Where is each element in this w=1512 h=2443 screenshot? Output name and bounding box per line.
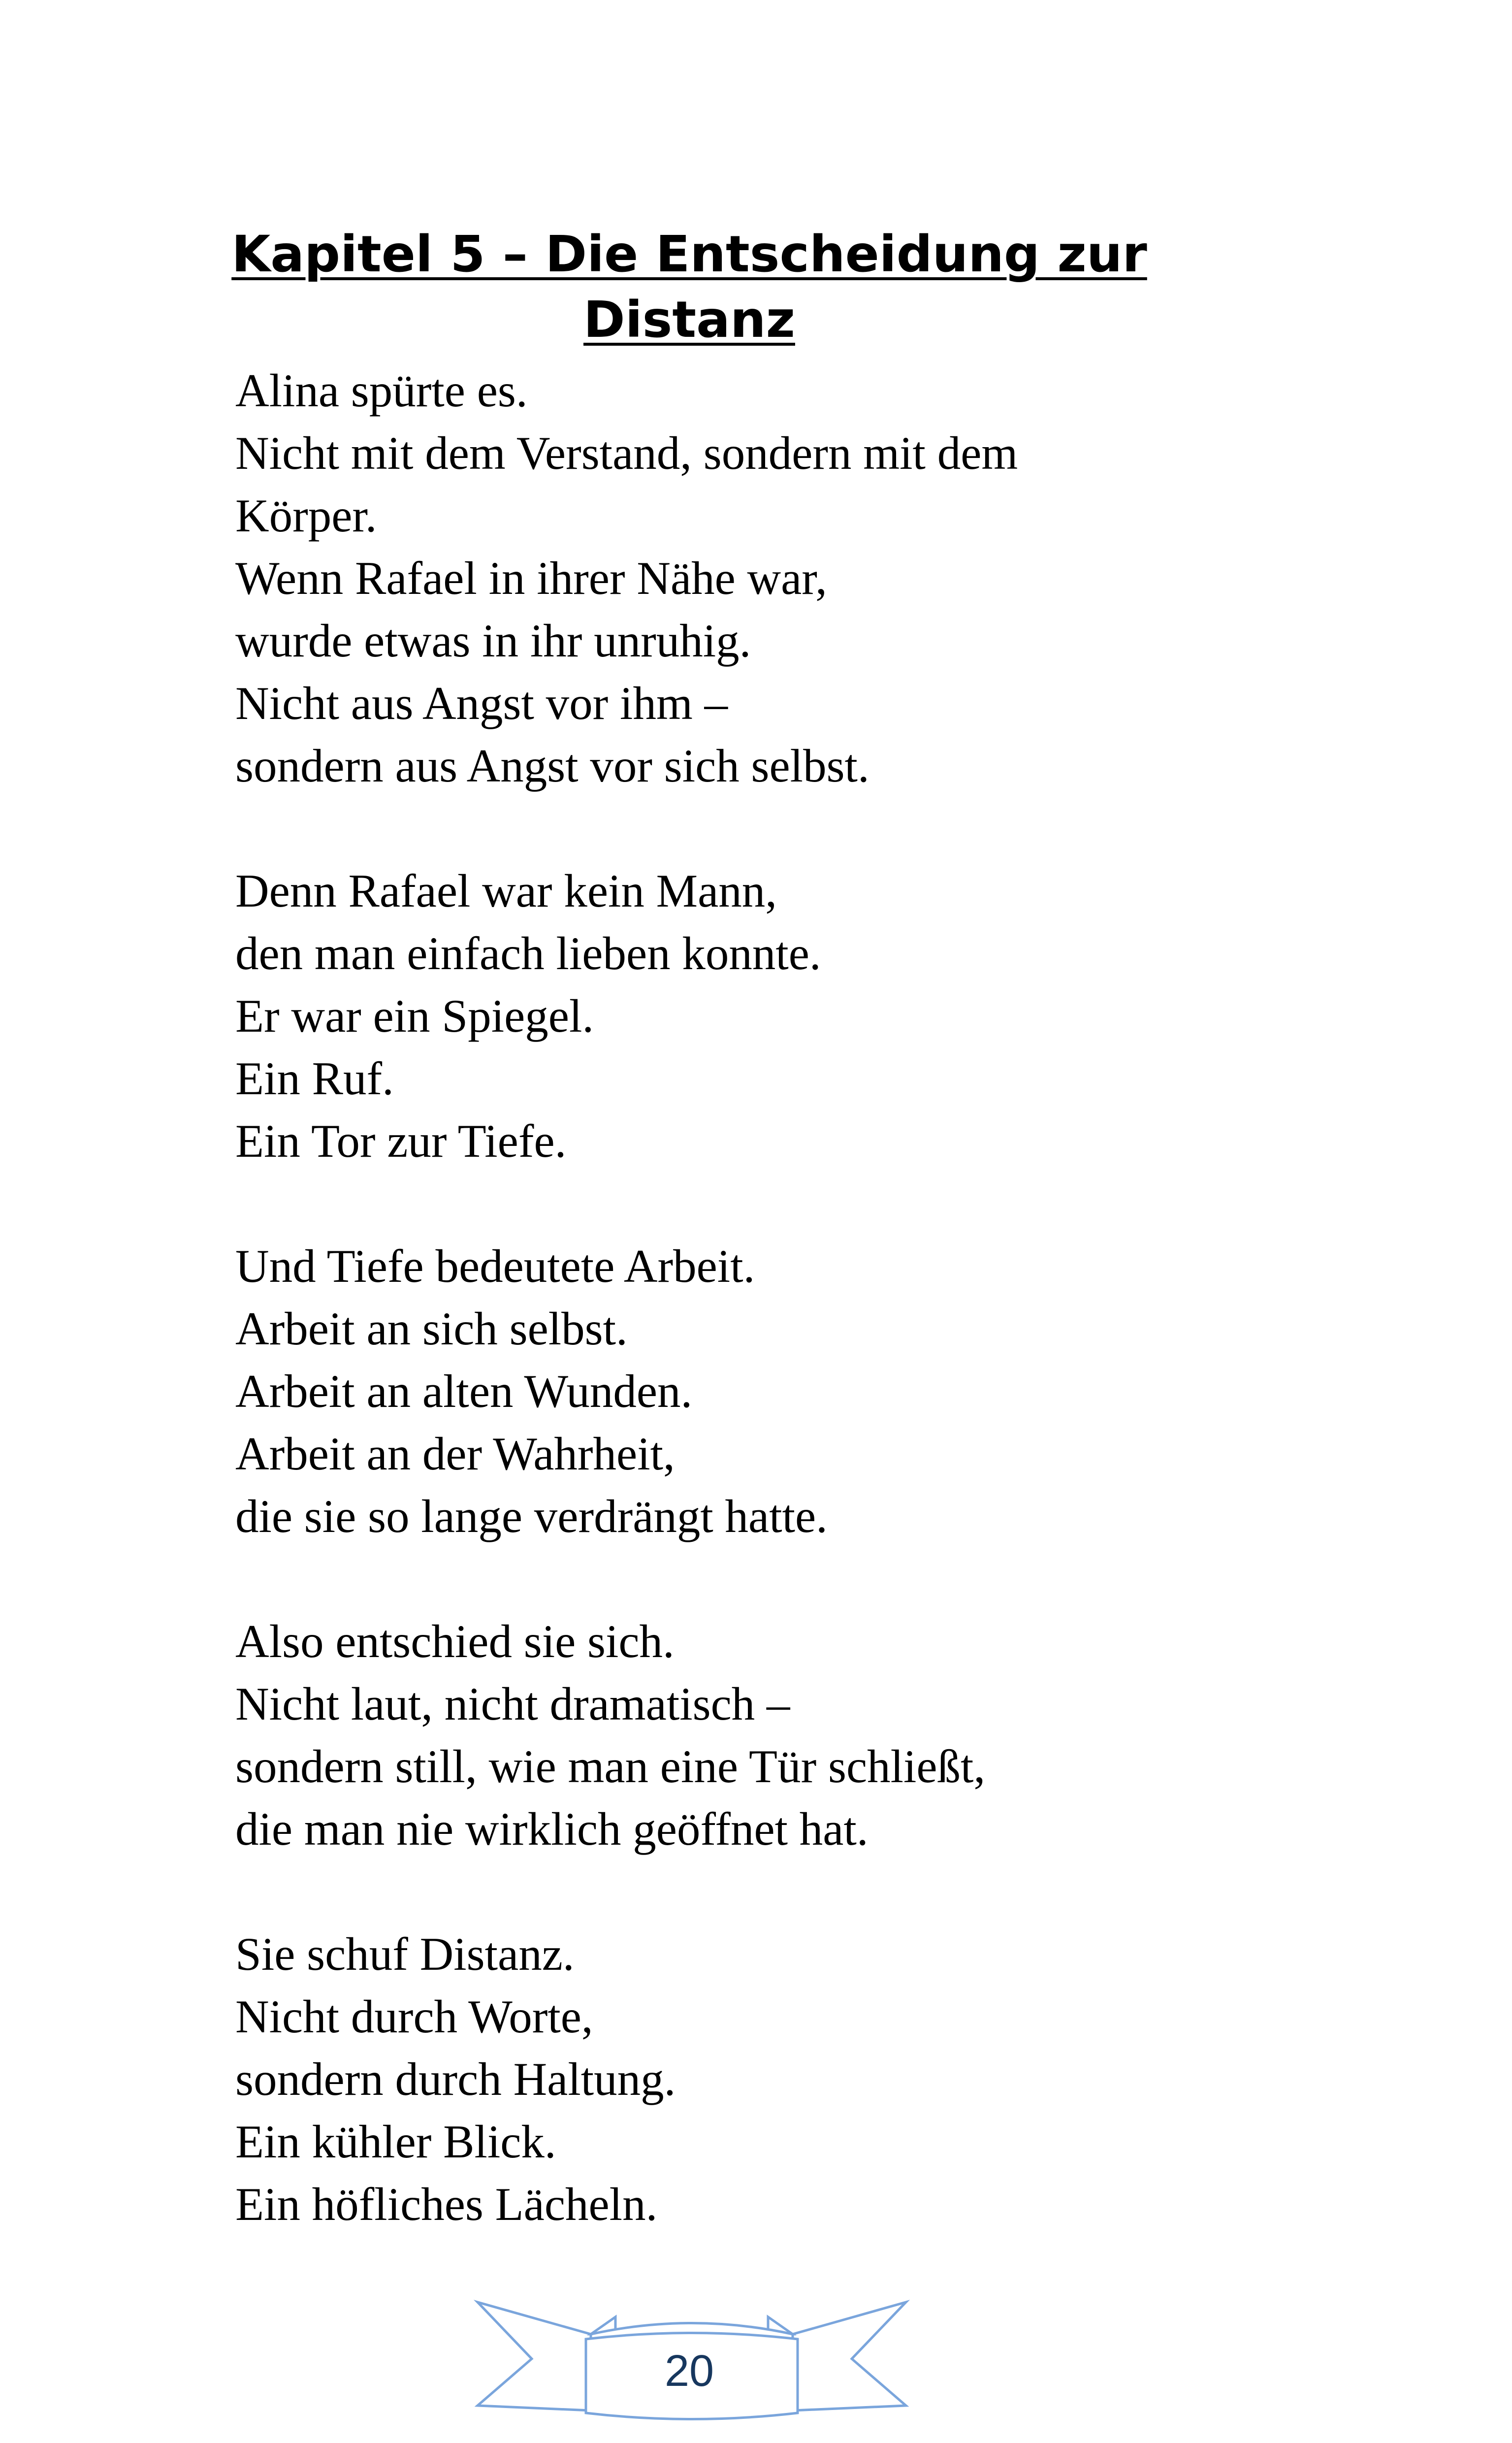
chapter-title: [207, 222, 1172, 353]
text-line: die sie so lange verdrängt hatte.: [235, 1490, 828, 1542]
text-line: wurde etwas in ihr unruhig.: [235, 615, 751, 667]
text-line: Ein höfliches Lächeln.: [235, 2178, 658, 2230]
chapter-title-line-1: Kapitel 5 – Die Entscheidung zur: [231, 225, 1147, 284]
stanza-1: [235, 359, 1294, 797]
stanza-5: [235, 1923, 1294, 2236]
text-line: Sie schuf Distanz.: [235, 1928, 575, 1980]
text-line: die man nie wirklich geöffnet hat.: [235, 1803, 869, 1855]
text-line: Nicht aus Angst vor ihm –: [235, 677, 728, 729]
page-number: 20: [664, 2346, 714, 2396]
text-line: den man einfach lieben konnte.: [235, 927, 821, 979]
text-line: Nicht durch Worte,: [235, 1990, 593, 2043]
text-line: Denn Rafael war kein Mann,: [235, 865, 777, 917]
text-line: Nicht laut, nicht dramatisch –: [235, 1678, 790, 1730]
text-line: sondern still, wie man eine Tür schließt,: [235, 1740, 986, 1792]
text-line: Arbeit an der Wahrheit,: [235, 1428, 675, 1480]
text-line: Und Tiefe bedeutete Arbeit.: [235, 1240, 755, 1292]
text-line: Arbeit an sich selbst.: [235, 1303, 628, 1355]
stanza-2: [235, 860, 1294, 1173]
stanza-4: [235, 1610, 1294, 1860]
text-line: Alina spürte es.: [235, 364, 528, 417]
chapter-body: [235, 359, 1294, 2298]
text-line: sondern aus Angst vor sich selbst.: [235, 740, 869, 792]
text-line: Ein Tor zur Tiefe.: [235, 1115, 567, 1167]
text-line: Nicht mit dem Verstand, sondern mit dem: [235, 427, 1018, 479]
chapter-title-line-2: Distanz: [583, 291, 795, 349]
stanza-3: [235, 1235, 1294, 1548]
text-line: Also entschied sie sich.: [235, 1615, 675, 1667]
text-line: Ein kühler Blick.: [235, 2116, 556, 2168]
text-line: Körper.: [235, 489, 377, 542]
text-line: Ein Ruf.: [235, 1052, 394, 1105]
text-line: Arbeit an alten Wunden.: [235, 1365, 693, 1417]
text-line: Wenn Rafael in ihrer Nähe war,: [235, 552, 827, 604]
text-line: Er war ein Spiegel.: [235, 990, 594, 1042]
text-line: sondern durch Haltung.: [235, 2053, 676, 2105]
